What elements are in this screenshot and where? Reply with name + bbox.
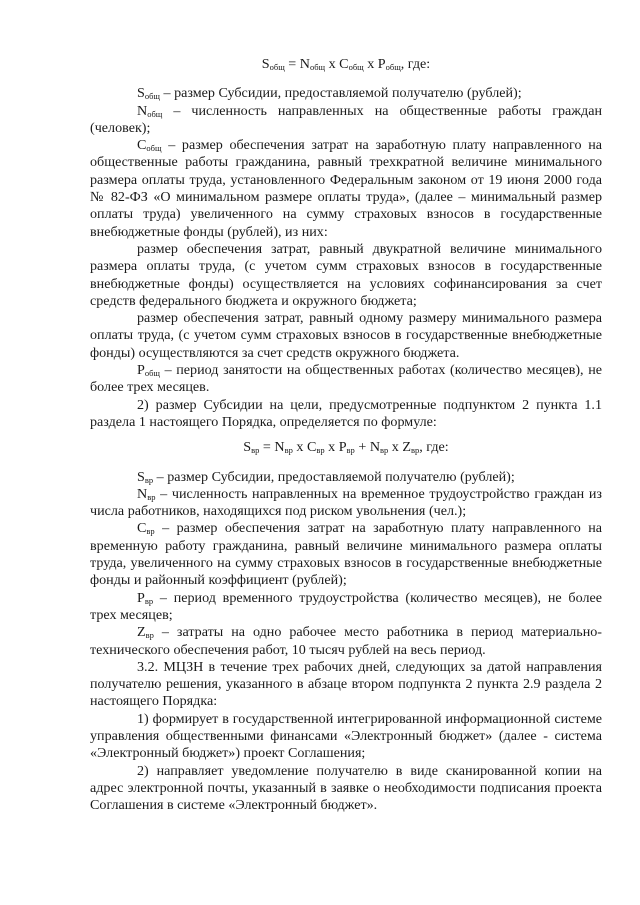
variable-subscript: вр xyxy=(144,474,154,485)
formula-operator: + xyxy=(354,439,370,456)
paragraph-section-3-2: 3.2. МЦЗН в течение трех рабочих дней, следующих за датой направления получателю решения, указанного в абзаце втором подпункта 2 пункта 2.9 раздела 2 настоящего Порядка: xyxy=(90,658,602,710)
definition-c-vr xyxy=(90,520,602,589)
variable-symbol: S xyxy=(137,85,145,102)
definition-text: – размер обеспечения затрат на заработную плату направленного на временную работу гражданина, равный величине минимального размера оплаты труда, увеличенного на сумму страховых взносов в государственные внебюджетные фонды и районный коэффициент (рублей); xyxy=(90,520,602,589)
formula-symbol: C xyxy=(306,439,317,456)
variable-symbol: S xyxy=(137,468,145,485)
definition-text: – размер обеспечения затрат на заработную плату направленного на общественные работы гражданина, равный трехкратной величине минимального размера оплаты труда, установленного Федеральным законом от 19 июня 2000 года № 82-ФЗ «О минимальном размере оплаты труда», (далее – минимальный размер оплаты труда) увеличенного на сумму страховых взносов в государственные внебюджетные фонды (рублей), из них: xyxy=(90,137,602,240)
formula-subscript: вр xyxy=(316,445,325,456)
definition-c-obsh xyxy=(90,137,602,241)
formula-general-subsidy xyxy=(90,56,602,73)
formula-temporary-employment xyxy=(90,439,602,456)
variable-subscript: вр xyxy=(147,491,156,502)
variable-subscript: общ xyxy=(144,368,160,379)
formula-symbol: N xyxy=(369,439,380,456)
formula-symbol: P xyxy=(338,439,347,456)
formula-subscript: общ xyxy=(309,62,326,72)
variable-subscript: вр xyxy=(146,526,155,537)
variable-symbol: P xyxy=(137,589,145,606)
definition-text: – численность направленных на временное трудоустройство граждан из числа работников, находящихся под риском увольнения (чел.); xyxy=(90,485,602,520)
formula-subscript: вр xyxy=(410,445,420,456)
variable-subscript: общ xyxy=(147,108,163,119)
formula-tail: , где: xyxy=(400,56,431,72)
paragraph-item-2-sends-notice: 2) направляет уведомление получателю в виде сканированной копии на адрес электронной почты, указанный в заявке о необходимости подписания проекта Соглашения в системе «Электронный бюджет». xyxy=(90,762,602,814)
formula-operator: x xyxy=(363,56,378,72)
variable-symbol: N xyxy=(137,102,148,119)
definition-p-vr xyxy=(90,590,602,625)
formula-symbol: C xyxy=(339,56,349,72)
paragraph-district-budget: размер обеспечения затрат, равный одному размеру минимального размера оплаты труда, (с учетом сумм страховых взносов в государственные внебюджетные фонды) осуществляются за счет средств окружного бюджета. xyxy=(90,310,602,361)
definition-n-vr xyxy=(90,486,602,521)
formula-subscript: вр xyxy=(380,445,389,456)
document-page xyxy=(90,56,602,814)
formula-operator: x xyxy=(292,439,307,456)
paragraph-item-1-forms-agreement: 1) формирует в государственной интегрированной информационной системе управления общественными финансами «Электронный бюджет» (далее - система «Электронный бюджет») проект Соглашения; xyxy=(90,710,602,762)
definition-text: – период временного трудоустройства (количество месяцев), не более трех месяцев; xyxy=(90,589,602,623)
variable-symbol: N xyxy=(137,485,148,502)
variable-subscript: вр xyxy=(144,595,154,606)
definition-text: – размер Субсидии, предоставляемой получателю (рублей); xyxy=(153,468,515,485)
formula-tail: , где: xyxy=(419,439,449,456)
formula-symbol: S xyxy=(261,56,270,72)
definition-text: – затраты на одно рабочее место работника в период материально-технического обеспечения работ, 10 тысяч рублей на весь период. xyxy=(90,624,602,658)
formula-operator: x xyxy=(388,439,403,456)
formula-operator: x xyxy=(324,439,339,456)
formula-subscript: вр xyxy=(251,445,260,456)
formula-symbol: Z xyxy=(402,439,411,456)
definition-n-obsh xyxy=(90,103,602,138)
paragraph-cofinancing: размер обеспечения затрат, равный двукратной величине минимального размера оплаты труда, (с учетом сумм страховых взносов в государственные внебюджетные фонды) осуществляется на условиях софинансирования за счет средств федерального бюджета и окружного бюджета; xyxy=(90,240,602,309)
definition-s-vr xyxy=(90,469,602,486)
formula-operator: x xyxy=(325,56,340,72)
definition-p-obsh xyxy=(90,362,602,397)
formula-subscript: общ xyxy=(385,62,401,72)
variable-symbol: C xyxy=(137,520,147,537)
variable-symbol: C xyxy=(137,137,147,154)
definition-z-vr xyxy=(90,624,602,659)
formula-subscript: вр xyxy=(284,445,293,456)
formula-symbol: N xyxy=(274,439,285,456)
formula-operator: = xyxy=(284,56,300,72)
formula-symbol: S xyxy=(243,439,252,456)
formula-symbol: N xyxy=(299,56,310,72)
formula-subscript: вр xyxy=(346,445,355,456)
definition-s-obsh xyxy=(90,85,602,102)
formula-operator: = xyxy=(259,439,275,456)
definition-text: – численность направленных на общественные работы граждан (человек); xyxy=(90,102,602,136)
formula-symbol: P xyxy=(377,56,386,72)
definition-text: – размер Субсидии, предоставляемой получателю (рублей); xyxy=(159,85,522,102)
variable-subscript: общ xyxy=(144,91,160,102)
formula-subscript: общ xyxy=(348,62,364,72)
variable-symbol: P xyxy=(137,362,145,379)
formula-subscript: общ xyxy=(269,62,285,72)
variable-subscript: общ xyxy=(146,143,162,154)
definition-text: – период занятости на общественных работах (количество месяцев), не более трех месяцев. xyxy=(90,362,602,396)
variable-symbol: Z xyxy=(137,624,146,641)
variable-subscript: вр xyxy=(145,630,154,641)
paragraph-item-2: 2) размер Субсидии на цели, предусмотренные подпунктом 2 пункта 1.1 раздела 1 настоящего Порядка, определяется по формуле: xyxy=(90,396,602,430)
